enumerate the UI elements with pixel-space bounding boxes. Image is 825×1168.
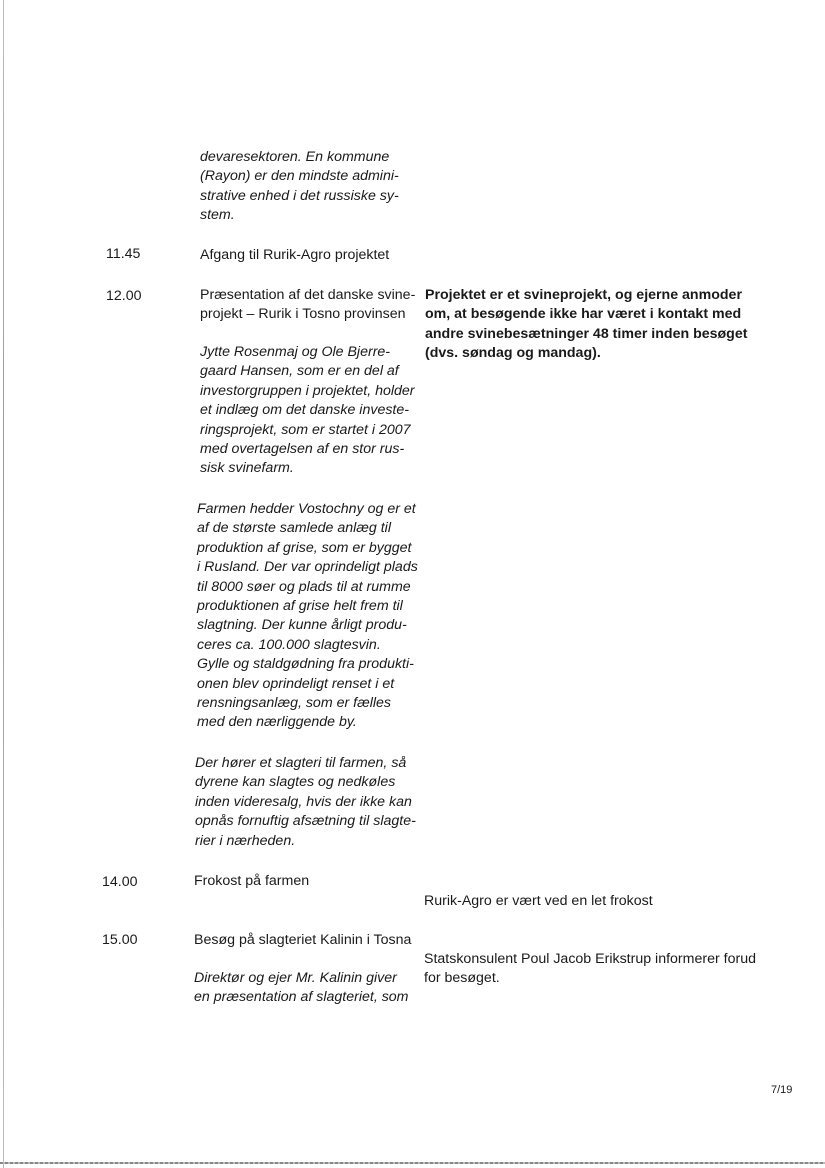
text-line: ceres ca. 100.000 slagtesvin. [197,636,381,653]
entry-1500-paragraph-1 [194,969,409,1008]
text-line: opnås fornuftig afsætning til slagte- [195,813,416,830]
intro-paragraph [200,148,399,226]
text-line: med den nærliggende by. [197,714,357,731]
time-1200: 12.00 [106,288,142,304]
text-line: gaard Hansen, som er en del af [200,363,399,380]
text-line: Direktør og ejer Mr. Kalinin giver [194,970,397,986]
text-line: Farmen hedder Vostochny og er et [197,501,416,517]
text-line: en præsentation af slagteriet, som [194,989,409,1006]
text-line: strative enhed i det russiske sy- [200,187,399,204]
text-line: investorgruppen i projektet, holder [200,382,415,399]
text-line: Gylle og staldgødning fra produkti- [197,656,414,673]
text-line: for besøget. [424,970,500,987]
time-1145: 11.45 [106,246,141,262]
entry-1200-note [425,286,747,363]
text-line: stem. [200,207,235,224]
text-line: projekt – Rurik i Tosno provinsen [200,306,406,323]
text-line: rier i nærheden. [195,832,296,849]
text-line: andre svinebesætninger 48 timer inden besøget [425,325,748,342]
text-line: af de største samlede anlæg til [197,520,391,537]
text-line: rensningsanlæg, som er fælles [197,695,391,712]
text-line: (Rayon) er den mindste admini- [200,168,399,185]
text-line: inden videresalg, hvis der ikke kan [195,793,412,810]
entry-1500-note [424,950,756,989]
text-line: Statskonsulent Poul Jacob Erikstrup informerer forud [424,951,756,967]
text-line: dyrene kan slagtes og nedkøles [195,774,396,791]
entry-1200-paragraph-3 [195,754,416,851]
entry-1200-paragraph-1 [200,343,415,479]
text-line: produktion af grise, som er bygget [197,539,412,556]
text-line: onen blev oprindeligt renset i et [197,675,395,692]
text-line: om, at besøgende ikke har været i kontakt med [425,306,742,323]
entry-1400-title: Frokost på farmen [194,873,310,889]
entry-1500-title: Besøg på slagteriet Kalinin i Tosna [194,932,412,948]
text-line: sisk svinefarm. [200,460,294,477]
entry-1200-title [200,286,415,325]
time-1400: 14.00 [102,874,138,890]
scan-edge-left [3,0,4,1168]
text-line: med overtagelsen af en stor rus- [200,441,405,458]
text-line: Projektet er et svineprojekt, og ejerne anmoder [425,287,742,303]
text-line: Der hører et slagteri til farmen, så [195,755,407,771]
scan-edge-bottom [0,1162,825,1164]
page-number: 7/19 [771,1084,793,1096]
text-line: Præsentation af det danske svine- [200,287,416,303]
text-line: Jytte Rosenmaj og Ole Bjerre- [200,344,391,360]
text-line: devaresektoren. En kommune [200,149,390,165]
text-line: i Rusland. Der var oprindeligt plads [197,559,418,576]
text-line: produktionen af grise helt frem til [197,598,403,615]
time-1500: 15.00 [102,932,138,948]
entry-1200-paragraph-2 [197,500,418,733]
text-line: slagtning. Der kunne årligt produ- [197,617,407,634]
entry-1400-note: Rurik-Agro er vært ved en let frokost [424,893,653,909]
text-line: til 8000 søer og plads til at rumme [197,578,411,595]
text-line: ringsprojekt, som er startet i 2007 [200,421,411,438]
text-line: (dvs. søndag og mandag). [425,344,601,361]
entry-1145-title: Afgang til Rurik-Agro projektet [200,247,390,263]
text-line: et indlæg om det danske investe- [200,402,409,419]
